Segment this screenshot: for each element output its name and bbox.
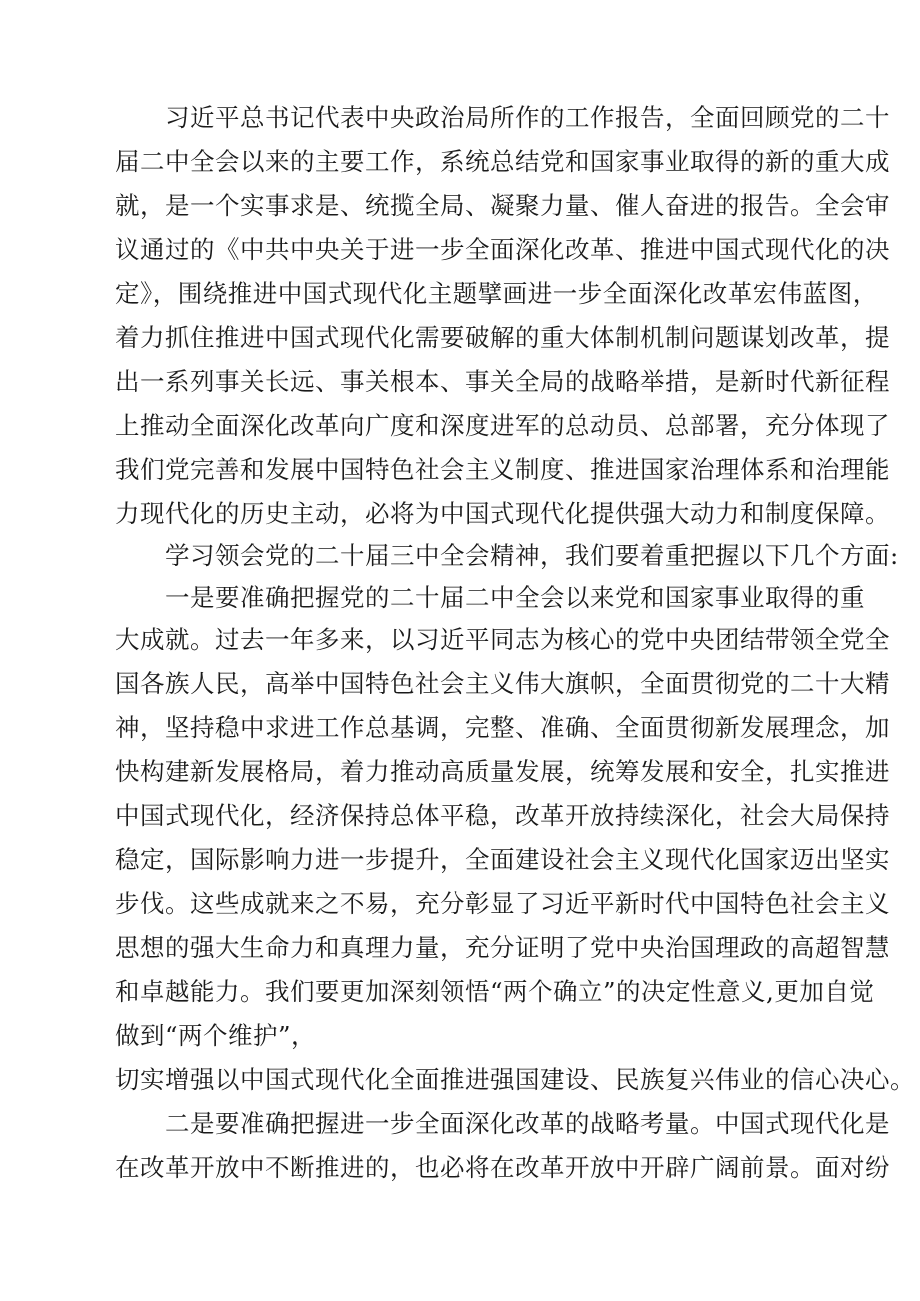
text-line: 在改革开放中不断推进的，也必将在改革开放中开辟广阔前景。面对纷 (115, 1153, 890, 1182)
text-line: 力现代化的历史主动，必将为中国式现代化提供强大动力和制度保障。 (115, 499, 890, 528)
text-line: 一是要准确把握党的二十届二中全会以来党和国家事业取得的重 (165, 583, 865, 612)
text-line: 习近平总书记代表中央政治局所作的工作报告，全面回顾党的二十 (165, 103, 890, 132)
text-line: 就，是一个实事求是、统揽全局、凝聚力量、催人奋进的报告。全会审 (115, 191, 890, 220)
text-line: 二是要准确把握进一步全面深化改革的战略考量。中国式现代化是 (165, 1109, 890, 1138)
text-line: 思想的强大生命力和真理力量，充分证明了党中央治国理政的高超智慧 (115, 933, 890, 962)
text-line: 中国式现代化，经济保持总体平稳，改革开放持续深化，社会大局保持 (115, 801, 890, 830)
text-line: 出一系列事关长远、事关根本、事关全局的战略举措，是新时代新征程 (115, 367, 890, 396)
text-line: 我们党完善和发展中国特色社会主义制度、推进国家治理体系和治理能 (115, 455, 890, 484)
text-line: 做到“两个维护”， (115, 1021, 317, 1050)
text-line: 切实增强以中国式现代化全面推进强国建设、民族复兴伟业的信心决心。 (115, 1065, 915, 1094)
text-line: 快构建新发展格局，着力推动高质量发展，统筹发展和安全，扎实推进 (115, 757, 890, 786)
text-line: 国各族人民，高举中国特色社会主义伟大旗帜，全面贯彻党的二十大精 (115, 669, 890, 698)
text-line: 议通过的《中共中央关于进一步全面深化改革、推进中国式现代化的决 (115, 235, 890, 264)
text-line: 稳定，国际影响力进一步提升，全面建设社会主义现代化国家迈出坚实 (115, 845, 890, 874)
text-line: 步伐。这些成就来之不易，充分彰显了习近平新时代中国特色社会主义 (115, 889, 890, 918)
text-line: 神，坚持稳中求进工作总基调，完整、准确、全面贯彻新发展理念，加 (115, 713, 890, 742)
text-line: 上推动全面深化改革向广度和深度进军的总动员、总部署，充分体现了 (115, 411, 890, 440)
text-line: 届二中全会以来的主要工作，系统总结党和国家事业取得的新的重大成 (115, 147, 890, 176)
text-line: 和卓越能力。我们要更加深刻领悟“两个确立”的决定性意义,更加自觉 (115, 977, 875, 1006)
text-line: 学习领会党的二十届三中全会精神，我们要着重把握以下几个方面: (165, 541, 899, 570)
text-line: 定》，围绕推进中国式现代化主题擘画进一步全面深化改革宏伟蓝图， (115, 279, 878, 308)
text-line: 大成就。过去一年多来，以习近平同志为核心的党中央团结带领全党全 (115, 625, 890, 654)
text-line: 着力抓住推进中国式现代化需要破解的重大体制机制问题谋划改革，提 (115, 323, 890, 352)
